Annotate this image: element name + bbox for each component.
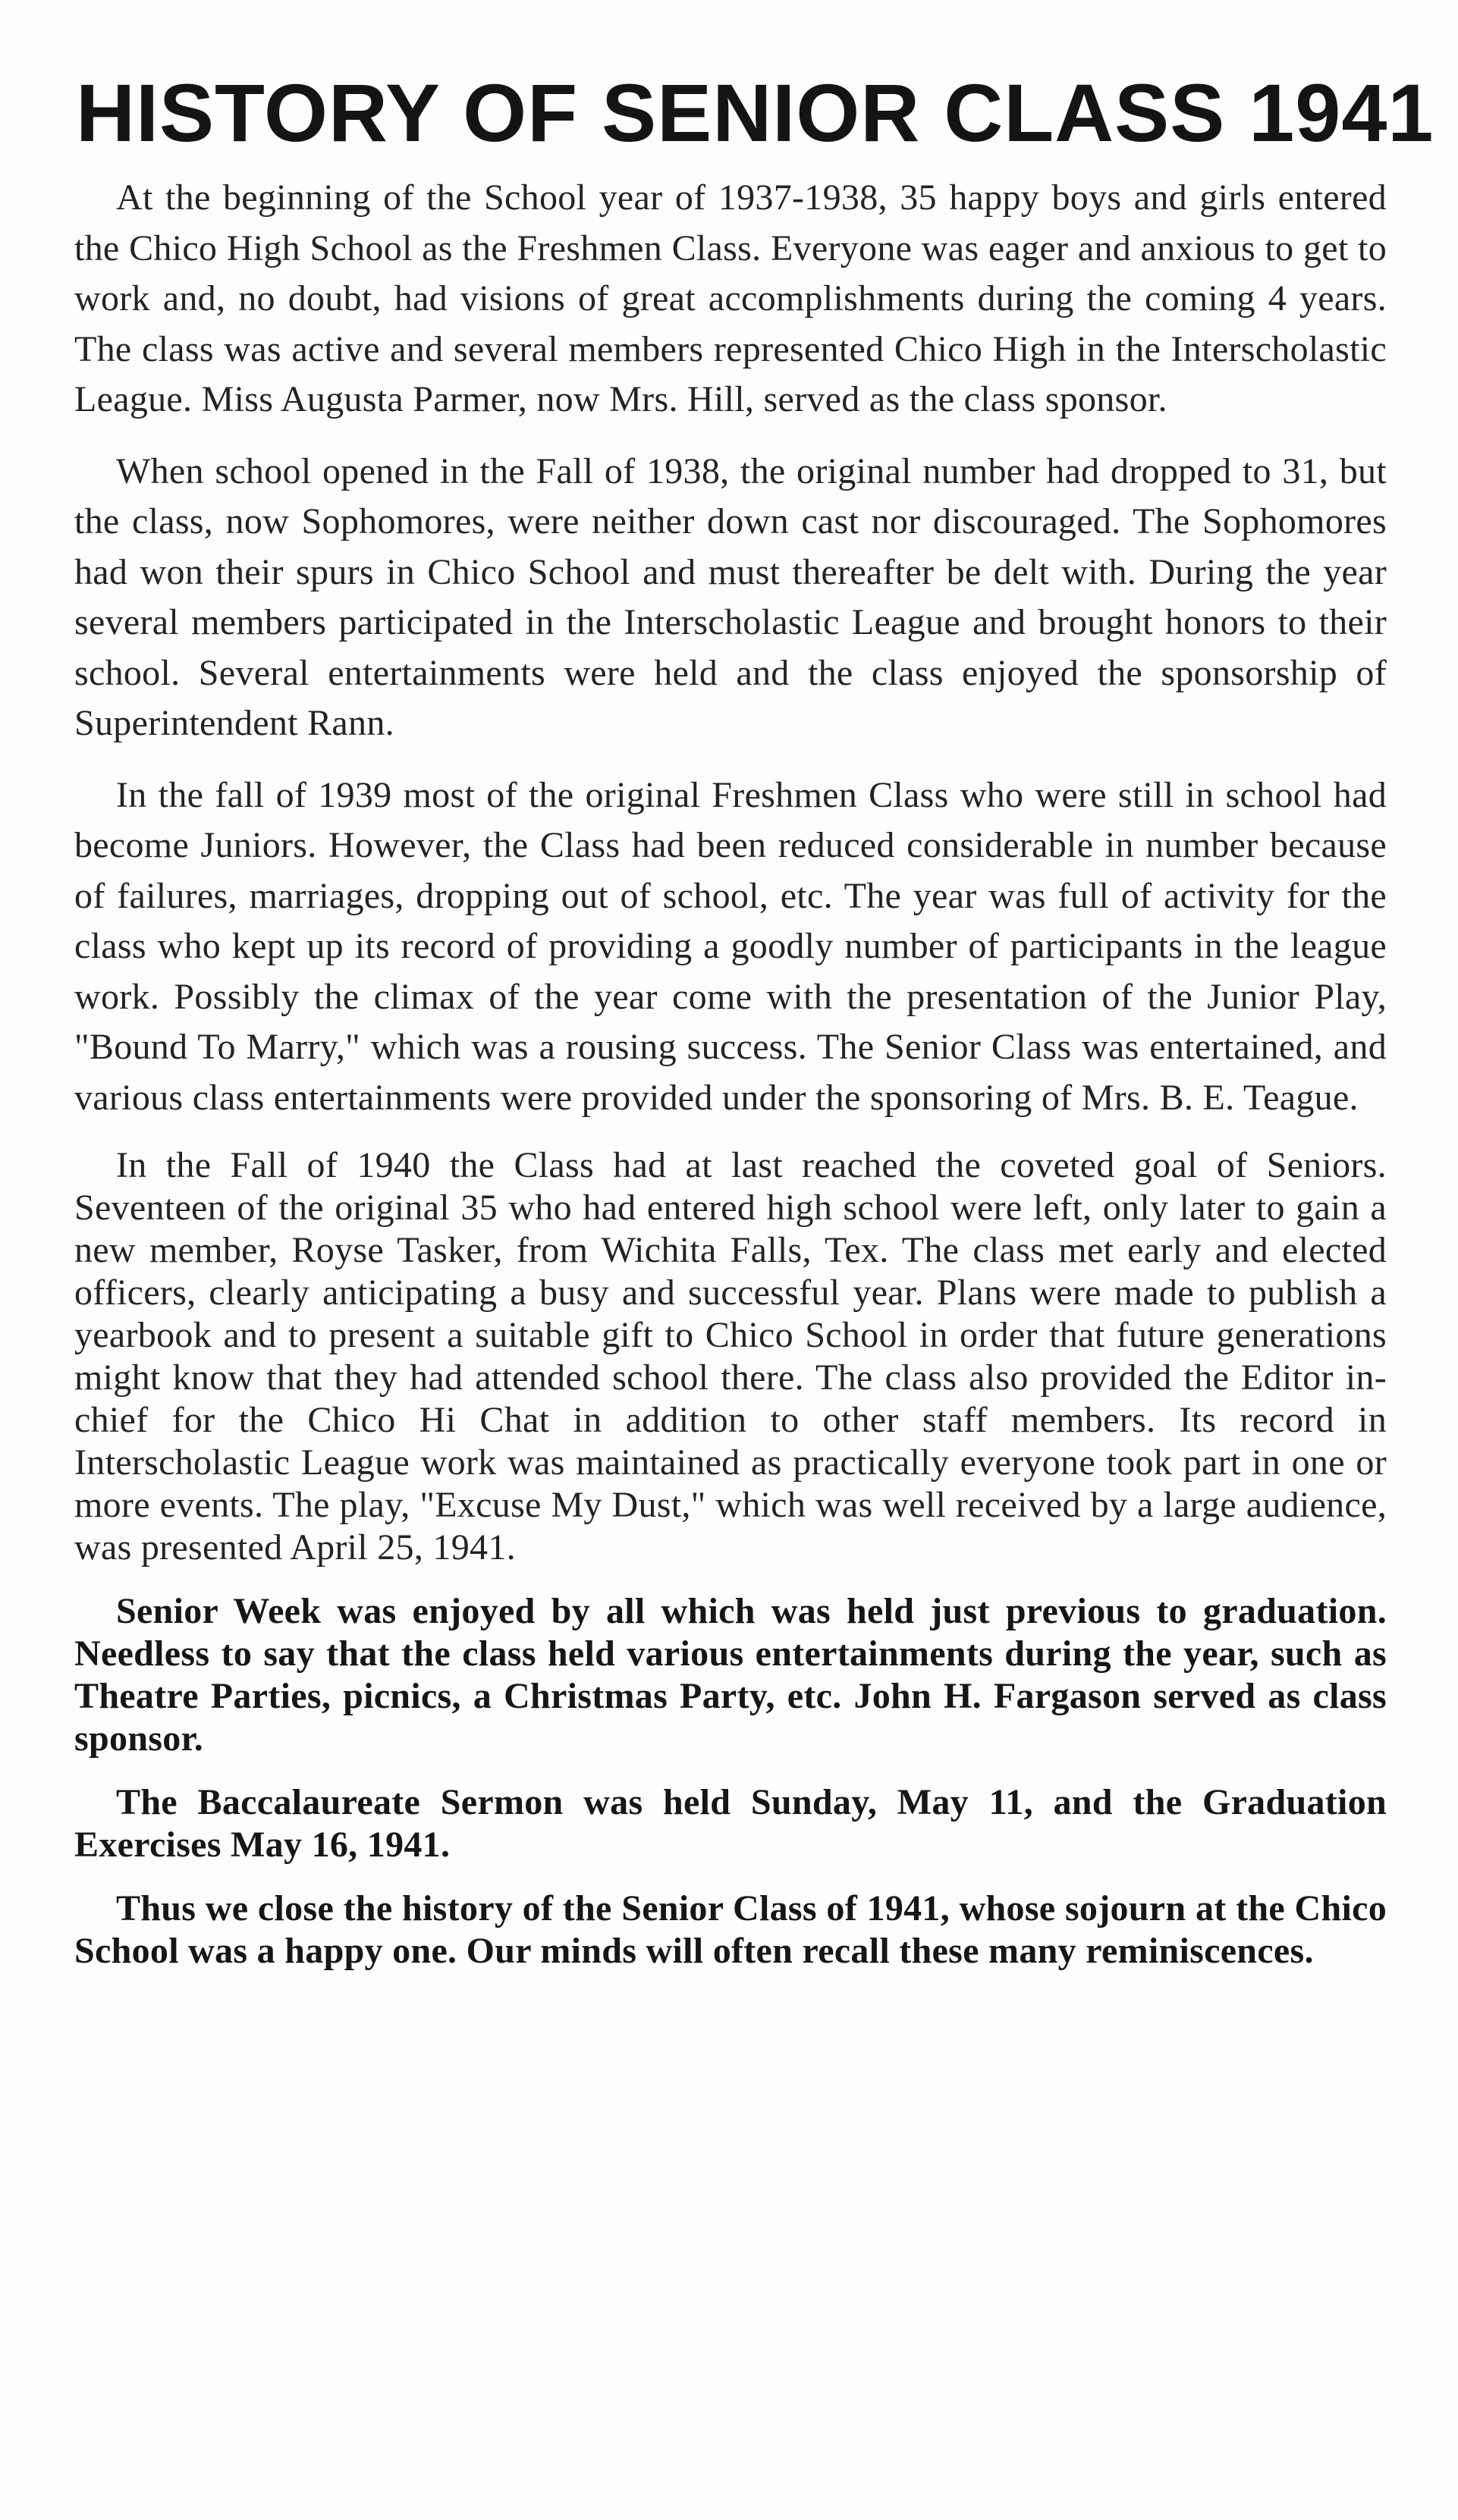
page-title: HISTORY OF SENIOR CLASS 1941: [76, 67, 1434, 158]
paragraph-junior-year: In the fall of 1939 most of the original Freshmen Class who were still in school had become Juniors. However, the Class had been reduced considerable in number because of failures, marriages, dropping out of school, etc. The year was full of activity for the class who kept up its record of providing a goodly number of participants in the league work. Possibly the climax of the year come with the presentation of the Junior Play, "Bound To Marry," which was a rousing success. The Senior Class was entertained, and various class entertainments were provided under the sponsoring of Mrs. B. E. Teague.: [74, 774, 1387, 1118]
article-body: [74, 173, 1387, 1994]
paragraph-graduation: The Baccalaureate Sermon was held Sunday, May 11, and the Graduation Exercises May 16, 1941.: [74, 1782, 1387, 1865]
paragraph-sophomore-year: When school opened in the Fall of 1938, the original number had dropped to 31, but the class, now Sophomores, were neither down cast nor discouraged. The Sophomores had won their spurs in Chico School and must thereafter be delt with. During the year several members participated in the Interscholastic League and brought honors to their school. Several entertainments were held and the class enjoyed the sponsorship of Superintendent Rann.: [74, 450, 1387, 743]
paragraph-closing: Thus we close the history of the Senior Class of 1941, whose sojourn at the Chico School was a happy one. Our minds will often recall these many reminiscences.: [74, 1888, 1387, 1971]
paragraph-freshman-year: At the beginning of the School year of 1937-1938, 35 happy boys and girls entered the Chico High School as the Freshmen Class. Everyone was eager and anxious to get to work and, no doubt, had visions of great accomplishments during the coming 4 years. The class was active and several members represented Chico High in the Interscholastic League. Miss Augusta Parmer, now Mrs. Hill, served as the class sponsor.: [74, 177, 1387, 419]
paragraph-senior-week: Senior Week was enjoyed by all which was held just previous to graduation. Needless to say that the class held various entertainments during the year, such as Theatre Parties, picnics, a Christmas Party, etc. John H. Fargason served as class sponsor.: [74, 1591, 1387, 1759]
paragraph-senior-year: In the Fall of 1940 the Class had at last reached the coveted goal of Seniors. Seventeen of the original 35 who had entered high school were left, only later to gain a new member, Royse Tasker, from Wichita Falls, Tex. The class met early and elected officers, clearly anticipating a busy and successful year. Plans were made to publish a yearbook and to present a suitable gift to Chico School in order that future generations might know that they had attended school there. The class also provided the Editor in-chief for the Chico Hi Chat in addition to other staff members. Its record in Interscholastic League work was maintained as practically everyone took part in one or more events. The play, "Excuse My Dust," which was well received by a large audience, was presented April 25, 1941.: [74, 1145, 1387, 1568]
